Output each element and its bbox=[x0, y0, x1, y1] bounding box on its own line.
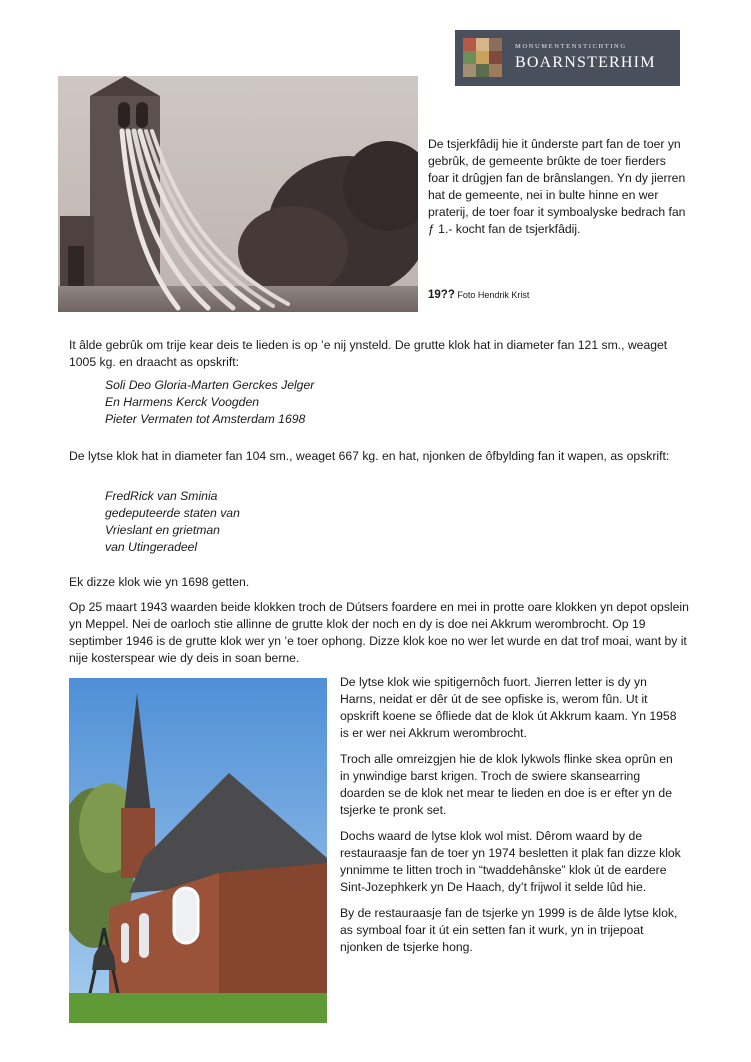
inscription-line: van Utingeradeel bbox=[105, 540, 198, 554]
paragraph-tripod: By de restauraasje fan de tsjerke yn 1999 is de âlde lytse klok, as symboal foar it út ein setten fan it wurk, yn in trijepoat njonken de tsjerke hong. bbox=[340, 906, 678, 954]
paragraph-small-bell: De lytse klok hat in diameter fan 104 sm., weaget 667 kg. en hat, njonken de ôfbylding fan it wapen, as opskrift: bbox=[69, 449, 670, 463]
photo-caption: De tsjerkfâdij hie it ûnderste part fan de toer yn gebrûk, de gemeente brûkte de toer fierders foar it drûgjen fan de brânslangen. Yn dy jierren hat de gemeente, nei in bulte hinne en wer praterij, de toer foar it symboalyske bedrach fan ƒ 1.- kocht fan de tsjerkfâdij. bbox=[428, 137, 686, 236]
inscription-line: gedeputeerde staten van bbox=[105, 506, 240, 520]
paragraph-bell-damage: Troch alle omreizgjen hie de klok lykwols flinke skea oprûn en in ynwindige barst krigen. Troch de swiere skansearring doarden se de klok net mear te lieden en doe is er efter yn de tsjerke te pronk set. bbox=[340, 752, 673, 817]
inscription-large-bell bbox=[105, 377, 314, 428]
inscription-line: Vrieslant en grietman bbox=[105, 523, 220, 537]
inscription-line: Pieter Vermaten tot Amsterdam 1698 bbox=[105, 412, 306, 426]
inscription-small-bell bbox=[105, 488, 240, 556]
photo-credit bbox=[428, 289, 529, 301]
paragraph-cast-year: Ek dizze klok wie yn 1698 getten. bbox=[69, 575, 250, 589]
inscription-line: En Harmens Kerck Voogden bbox=[105, 395, 260, 409]
foundation-logo bbox=[455, 30, 680, 86]
church-color-photo bbox=[69, 678, 327, 1023]
historic-tower-photo bbox=[58, 76, 418, 312]
paragraph-war-history: Op 25 maart 1943 waarden beide klokken troch de Dútsers foardere en mei in protte oare klokken yn depot opslein yn Meppel. Nei de oarloch stie allinne de grutte klok der noch en dy is doe nei Akkrum werombrocht. Op 19 septimber 1946 is de grutte klok wer yn ’e toer ophong. Dizze klok koe no wer let wurde en dat trof moai, want by it nije kosterspear wie dy deis in soan berne. bbox=[69, 600, 689, 665]
photo-credit-text: Foto Hendrik Krist bbox=[454, 290, 530, 300]
paragraph-replacement-bell: Dochs waard de lytse klok wol mist. Dêrom waard by de restauraasje fan de toer yn 1974 besletten it plak fan dizze klok ynnimme te litten troch in “twaddehânske” klok út de eardere Sint-Jozephkerk yn De Haach, dy’t frijwol it selde lûd hie. bbox=[340, 829, 681, 894]
logo-mark-icon bbox=[463, 38, 503, 78]
photo-year: 19?? bbox=[428, 289, 455, 301]
inscription-line: FredRick van Sminia bbox=[105, 489, 218, 503]
logo-line-2: BOARNSTERHIM bbox=[515, 54, 656, 71]
paragraph-small-bell-found: De lytse klok wie spitigernôch fuort. Jierren letter is dy yn Harns, neidat er dêr út de see opfiske is, werom fûn. Ut it opskrift koene se ôfliede dat de klok út Akkrum kaam. Yn 1958 is er wer nei Akkrum werombrocht. bbox=[340, 675, 677, 740]
logo-line-1: MONUMENTENSTICHTING bbox=[515, 43, 627, 50]
inscription-line: Soli Deo Gloria-Marten Gerckes Jelger bbox=[105, 378, 315, 392]
right-column-text bbox=[340, 674, 685, 965]
paragraph-large-bell: It âlde gebrûk om trije kear deis te lieden is op ’e nij ynsteld. De grutte klok hat in diameter fan 121 sm., weaget 1005 kg. en draacht as opskrift: bbox=[69, 338, 668, 369]
